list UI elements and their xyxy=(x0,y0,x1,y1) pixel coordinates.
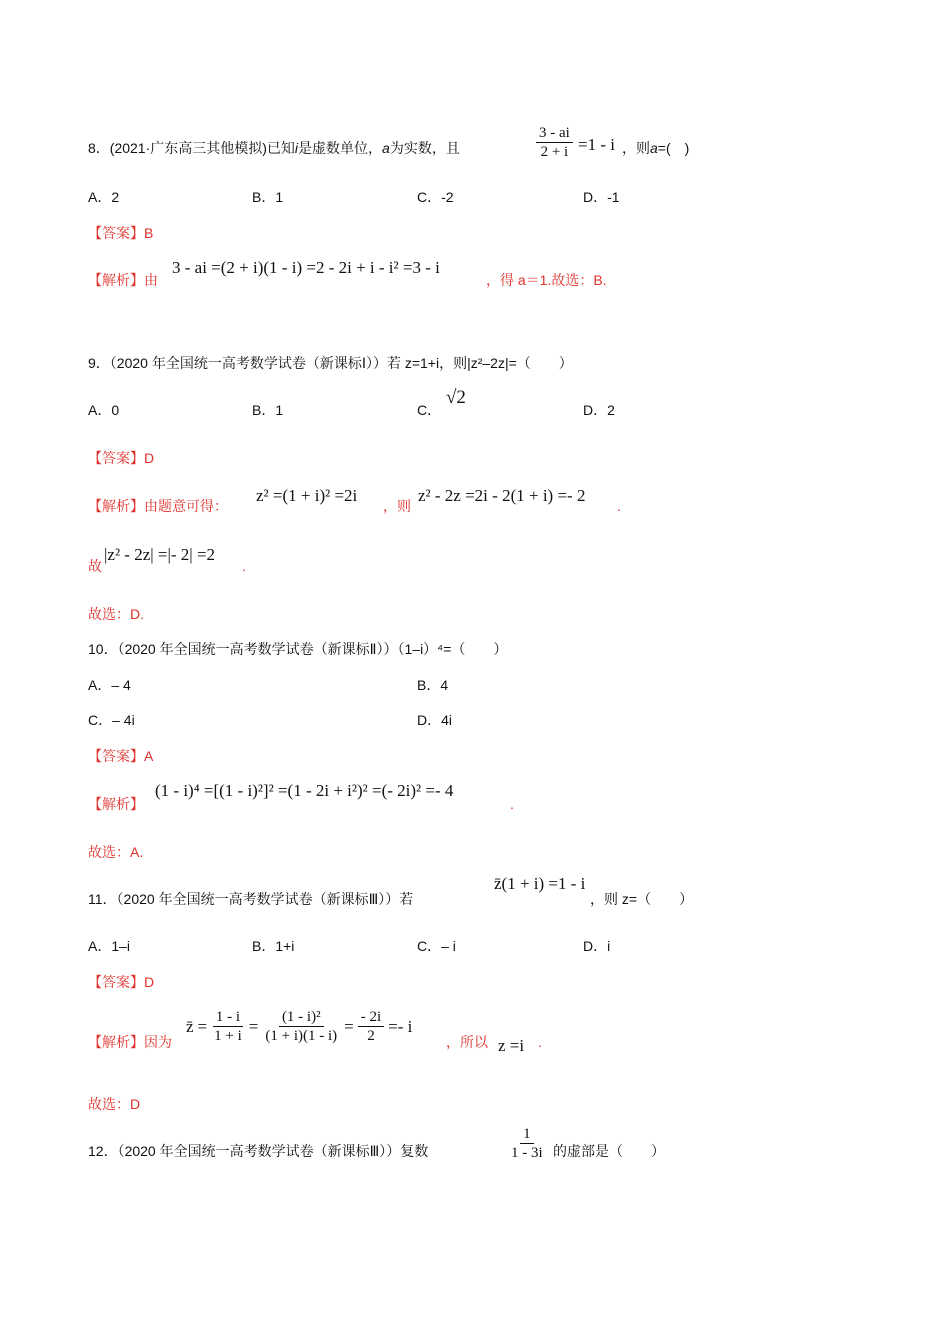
q10-option-c: C．– 4i xyxy=(88,712,135,728)
q11-option-b: B．1+i xyxy=(252,938,295,954)
q10-answer: 【答案】A xyxy=(88,748,154,764)
q9-answer: 【答案】D xyxy=(88,450,155,466)
q8-stem-tail: ，则a=( ) xyxy=(622,140,690,156)
q10-analysis-label: 【解析】 xyxy=(88,796,144,812)
q8-stem: 8．(2021·广东高三其他模拟)已知i是虚数单位，a为实数，且 xyxy=(88,140,460,156)
q11-option-d: D．i xyxy=(583,938,611,954)
q9-conclusion: 故选：D. xyxy=(88,606,144,622)
q11-frac-1: $\frac{1 - i}{1 + i}$ xyxy=(214,1009,242,1044)
q9-analysis-label: 【解析】由题意可得： xyxy=(88,498,228,514)
q11-conclusion: 故选：D xyxy=(88,1096,141,1112)
q9-formula-3: |z² - 2z| =|- 2| =2 xyxy=(104,545,216,564)
q11-analysis-label: 【解析】因为 xyxy=(88,1034,172,1050)
q8-analysis-tail: ，得 a＝1.故选：B. xyxy=(486,272,607,288)
q10-stem: 10．（2020 年全国统一高考数学试卷（新课标Ⅱ））（1–i）⁴=（ ） xyxy=(88,641,508,657)
q9-option-c-sqrt: √2 xyxy=(446,387,466,408)
q10-end-dot: . xyxy=(510,796,514,812)
q9-line2-prefix: 故 xyxy=(88,558,102,574)
q9-option-b: B．1 xyxy=(252,402,284,418)
q9-option-d: D．2 xyxy=(583,402,615,418)
q8-analysis-formula: 3 - ai =(2 + i)(1 - i) =2 - 2i + i - i² =3 - i xyxy=(172,258,440,277)
q8-fraction: $\frac{3 - ai}{2 + i}$ xyxy=(536,124,573,161)
q11-eq-end: =- i xyxy=(388,1016,413,1036)
q10-conclusion: 故选：A. xyxy=(88,844,144,860)
q11-stem: 11．（2020 年全国统一高考数学试卷（新课标Ⅲ））若 xyxy=(88,891,414,907)
q12-stem: 12．（2020 年全国统一高考数学试卷（新课标Ⅲ））复数 xyxy=(88,1143,429,1159)
q10-option-d: D．4i xyxy=(417,712,453,728)
q11-analysis-mid: ，所以 xyxy=(446,1034,488,1050)
q9-stem: 9．（2020 年全国统一高考数学试卷（新课标Ⅰ））若 z=1+i，则|z²–2z|=（ ） xyxy=(88,355,573,371)
q11-stem-formula: z̄(1 + i) =1 - i xyxy=(494,874,586,893)
q10-formula: (1 - i)⁴ =[(1 - i)²]² =(1 - 2i + i²)² =(- 2i)² =- 4 xyxy=(155,781,454,800)
q11-analysis-formula: z̄ = $\frac{1 - i}{1 + i}$ = $\frac{\text{(1 - i)²}}{(1 + i)(1 - i)}$ = $\frac{- 2i}{2}$ =- i xyxy=(186,1009,413,1044)
q9-option-c: C． xyxy=(417,402,442,418)
q11-zbar: z̄ xyxy=(186,1016,194,1036)
q11-result: z =i xyxy=(498,1036,525,1055)
q9-option-a: A．0 xyxy=(88,402,120,418)
q11-option-a: A．1–i xyxy=(88,938,131,954)
q9-end-dot: . xyxy=(617,498,621,514)
q8-rhs: =1 - i xyxy=(578,135,615,154)
q9-line2-dot: . xyxy=(242,558,246,574)
q8-option-c: C．-2 xyxy=(417,189,454,205)
q11-end-dot: . xyxy=(538,1034,542,1050)
q8-option-d: D．-1 xyxy=(583,189,620,205)
q9-formula-1: z² =(1 + i)² =2i xyxy=(256,486,358,505)
q11-option-c: C．– i xyxy=(417,938,456,954)
q10-option-b: B．4 xyxy=(417,677,449,693)
q10-option-a: A．– 4 xyxy=(88,677,131,693)
q12-stem-tail: 的虚部是（ ） xyxy=(553,1143,665,1159)
q11-frac-3: $\frac{- 2i}{2}$ xyxy=(358,1008,384,1045)
q8-option-b: B．1 xyxy=(252,189,284,205)
q11-answer: 【答案】D xyxy=(88,974,155,990)
q12-fraction: $\frac{1}{1 - 3i}$ xyxy=(511,1126,543,1161)
q9-analysis-mid: ，则 xyxy=(383,498,411,514)
q9-formula-2: z² - 2z =2i - 2(1 + i) =- 2 xyxy=(418,486,586,505)
q8-answer: 【答案】B xyxy=(88,225,154,241)
q8-option-a: A．2 xyxy=(88,189,120,205)
q8-analysis-label: 【解析】由 xyxy=(88,272,158,288)
q11-stem-tail: ，则 z=（ ） xyxy=(590,891,694,907)
q11-frac-2: $\frac{\text{(1 - i)²}}{(1 + i)(1 - i)}$ xyxy=(265,1009,338,1044)
